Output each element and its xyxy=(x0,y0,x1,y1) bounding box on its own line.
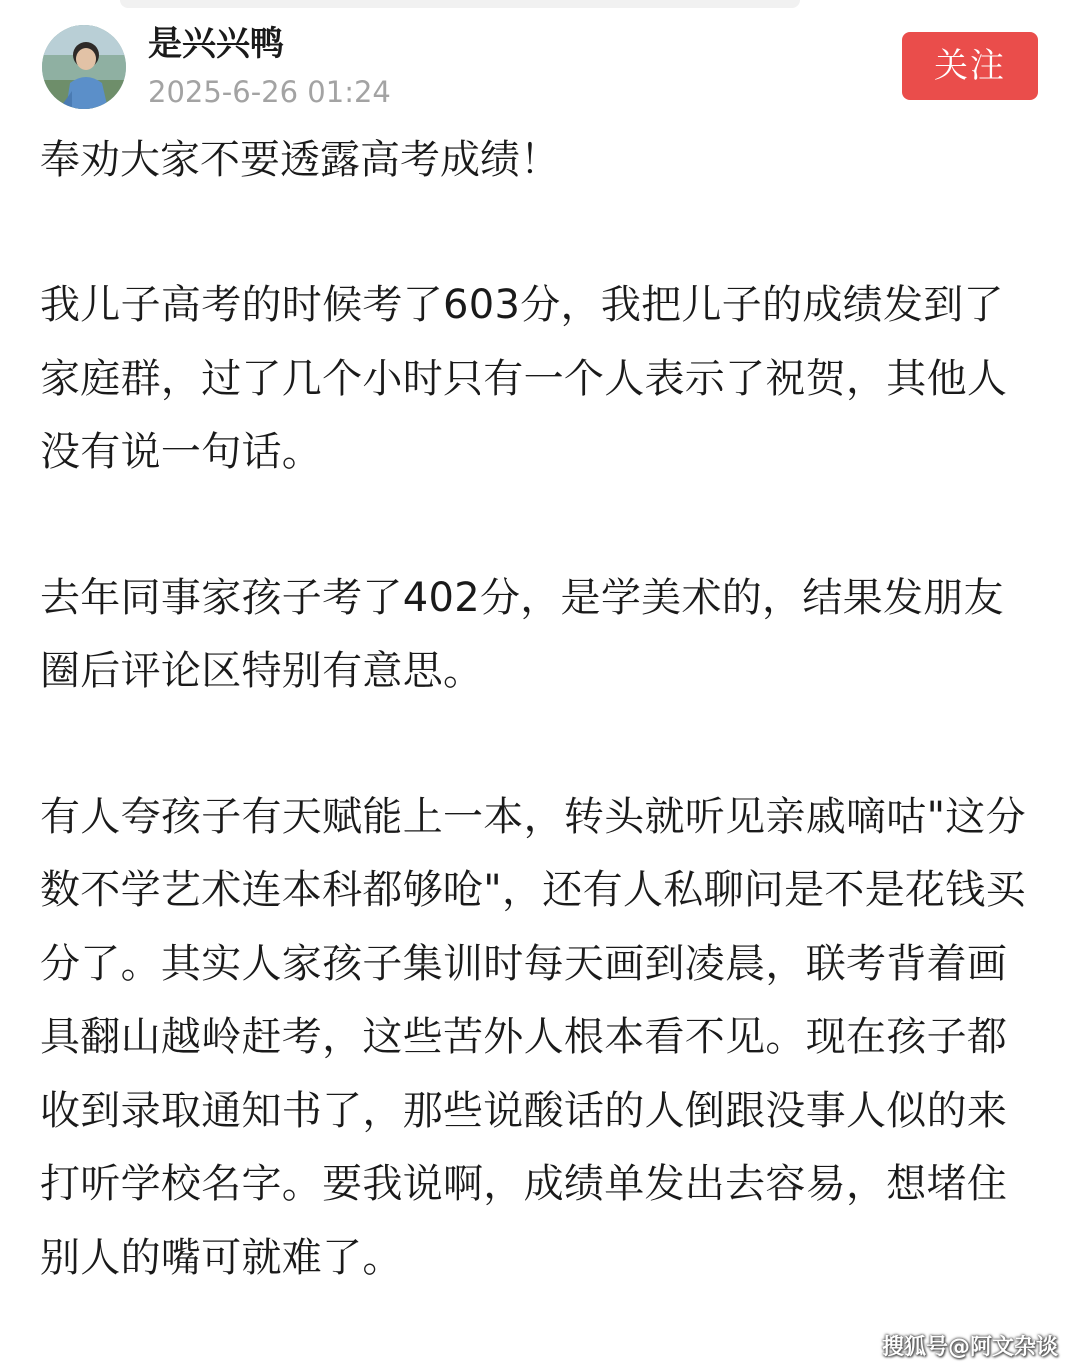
post-header xyxy=(0,0,1080,120)
post-paragraph: 我儿子高考的时候考了603分，我把儿子的成绩发到了家庭群，过了几个小时只有一个人表示了祝贺，其他人没有说一句话。 xyxy=(40,282,1008,475)
post-body xyxy=(40,123,1040,1367)
author-name[interactable]: 是兴兴鸭 xyxy=(148,24,284,64)
post-paragraph: 有人夸孩子有天赋能上一本，转头就听见亲戚嘀咕"这分数不学艺术连本科都够呛"，还有人私聊问是不是花钱买分了。其实人家孩子集训时每天画到凌晨，联考背着画具翻山越岭赶考，这些苦外人根本看不见。现在孩子都收到录取通知书了，那些说酸话的人倒跟没事人似的来打听学校名字。要我说啊，成绩单发出去容易，想堵住别人的嘴可就难了。 xyxy=(40,793,1026,1281)
post-title: 奉劝大家不要透露高考成绩！ xyxy=(40,137,560,183)
watermark: 搜狐号@阿文杂谈 xyxy=(881,1335,1058,1360)
avatar[interactable] xyxy=(42,25,126,109)
follow-button[interactable]: 关注 xyxy=(902,32,1038,100)
post-paragraph: 去年同事家孩子考了402分，是学美术的，结果发朋友圈后评论区特别有意思。 xyxy=(40,574,1004,694)
post-timestamp: 2025-6-26 01:24 xyxy=(148,75,391,109)
